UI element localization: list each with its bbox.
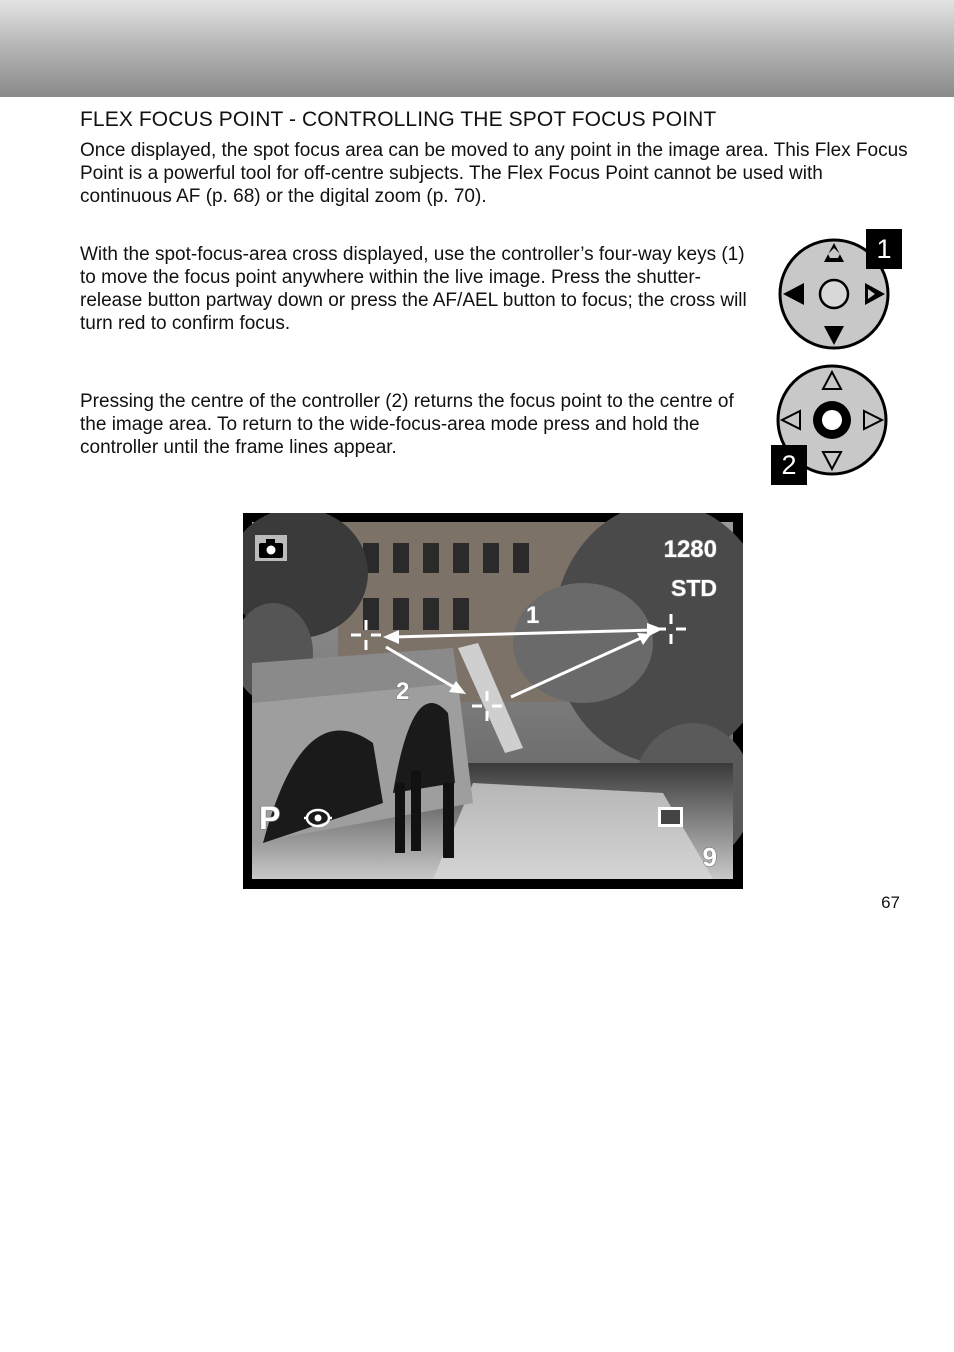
badge-two: 2 — [771, 445, 807, 485]
lcd-live-image — [243, 513, 743, 889]
step-one-paragraph: With the spot-focus-area cross displayed, use the controller’s four-way keys (1) to move the focus point anywhere within the live image. Press the shutter-release button partway down or press the AF/AEL button to focus; the cross will turn red to confirm focus. — [80, 244, 747, 334]
page-number: 67 — [881, 893, 900, 912]
callout-two-label: 2 — [396, 678, 410, 705]
section-title: FLEX FOCUS POINT - CONTROLLING THE SPOT FOCUS POINT — [80, 108, 717, 131]
badge-one: 1 — [866, 229, 902, 269]
frames-remaining-readout: 9 — [702, 842, 717, 872]
single-frame-icon — [658, 807, 683, 827]
step-two-paragraph: Pressing the centre of the controller (2) returns the focus point to the centre of the image area. To return to the wide-focus-area mode press and hold the controller until the frame lines appear. — [80, 391, 734, 458]
quality-readout: STD — [671, 575, 717, 601]
image-size-readout: 1280 — [663, 536, 717, 563]
camera-mode-icon — [255, 535, 287, 561]
header-band — [0, 0, 954, 97]
callout-one-label: 1 — [526, 602, 540, 629]
exposure-mode-readout: P — [259, 800, 281, 836]
intro-paragraph: Once displayed, the spot focus area can be moved to any point in the image area. This Flex Focus Point is a powerful tool for off-centre subjects. The Flex Focus Point cannot be used with continuous AF (p. 68) or the digital zoom (p. 70). — [80, 140, 908, 207]
